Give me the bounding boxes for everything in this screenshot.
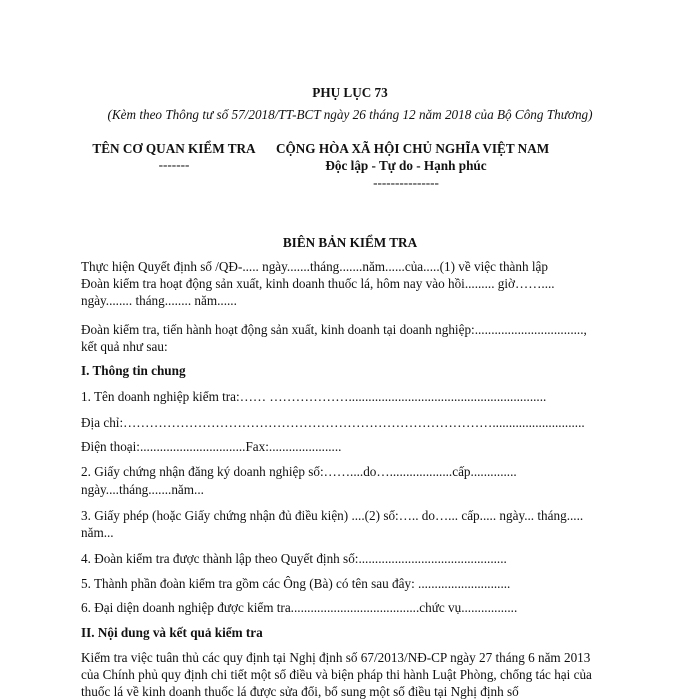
section-1-item-6: 6. Đại diện doanh nghiệp được kiểm tra.......................................chức vụ.................	[81, 600, 518, 615]
appendix-subtitle: (Kèm theo Thông tư số 57/2018/TT-BCT ngày 26 tháng 12 năm 2018 của Bộ Công Thương)	[107, 107, 593, 122]
section-2-line-2: của Chính phủ quy định chi tiết một số điều và biện pháp thi hành Luật Phòng, chống tác hại của	[81, 667, 592, 682]
intro2-line-1: Đoàn kiểm tra, tiến hành hoạt động sản xuất, kinh doanh tại doanh nghiệp:.................................,	[81, 322, 587, 337]
section-1-item-2-line-1: 2. Giấy chứng nhận đăng ký doanh nghiệp số:……....do…...................cấp..............	[81, 464, 517, 479]
intro-line-2: Đoàn kiểm tra hoạt động sản xuất, kinh doanh thuốc lá, hôm nay vào hồi......... giờ……....	[81, 276, 555, 291]
section-1-item-3-line-1: 3. Giấy phép (hoặc Giấy chứng nhận đủ điều kiện) ....(2) số:….. do…... cấp..... ngày... tháng.....	[81, 508, 584, 523]
intro2-line-2: kết quả như sau:	[81, 339, 168, 354]
motto-dashes: ---------------	[373, 175, 439, 190]
section-2-heading: II. Nội dung và kết quả kiểm tra	[81, 625, 263, 640]
section-1-item-4: 4. Đoàn kiểm tra được thành lập theo Quyết định số:.............................................	[81, 551, 507, 566]
intro-line-3: ngày........ tháng........ năm......	[81, 293, 237, 308]
nation-motto: Độc lập - Tự do - Hạnh phúc	[325, 158, 487, 173]
intro-line-1: Thực hiện Quyết định số /QĐ-..... ngày.......tháng.......năm......của.....(1) về việc thành lập	[81, 259, 549, 274]
document-title: BIÊN BẢN KIỂM TRA	[282, 235, 418, 250]
section-2-line-1: Kiểm tra việc tuân thủ các quy định tại Nghị định số 67/2013/NĐ-CP ngày 27 tháng 6 năm 2013	[81, 650, 591, 665]
appendix-title: PHỤ LỤC 73	[312, 85, 388, 100]
nation-name: CỘNG HÒA XÃ HỘI CHỦ NGHĨA VIỆT NAM	[276, 141, 550, 156]
section-1-address: Địa chỉ:…………………………………………………………………………............................	[81, 415, 585, 430]
section-1-item-2-line-2: ngày....tháng.......năm...	[81, 482, 204, 497]
section-1-heading: I. Thông tin chung	[81, 363, 186, 378]
section-2-line-3: thuốc lá về kinh doanh thuốc lá được sửa đổi, bổ sung một số điều tại Nghị định số	[81, 684, 519, 699]
agency-name: TÊN CƠ QUAN KIỂM TRA	[92, 141, 256, 156]
section-1-item-5: 5. Thành phần đoàn kiểm tra gồm các Ông (Bà) có tên sau đây: ............................	[81, 576, 511, 591]
section-1-item-3-line-2: năm...	[81, 525, 114, 540]
section-1-item-1: 1. Tên doanh nghiệp kiểm tra:…… ………………............................................................	[81, 389, 547, 404]
section-1-phone: Điện thoại:................................Fax:......................	[81, 439, 342, 454]
agency-dashes: -------	[158, 157, 190, 172]
